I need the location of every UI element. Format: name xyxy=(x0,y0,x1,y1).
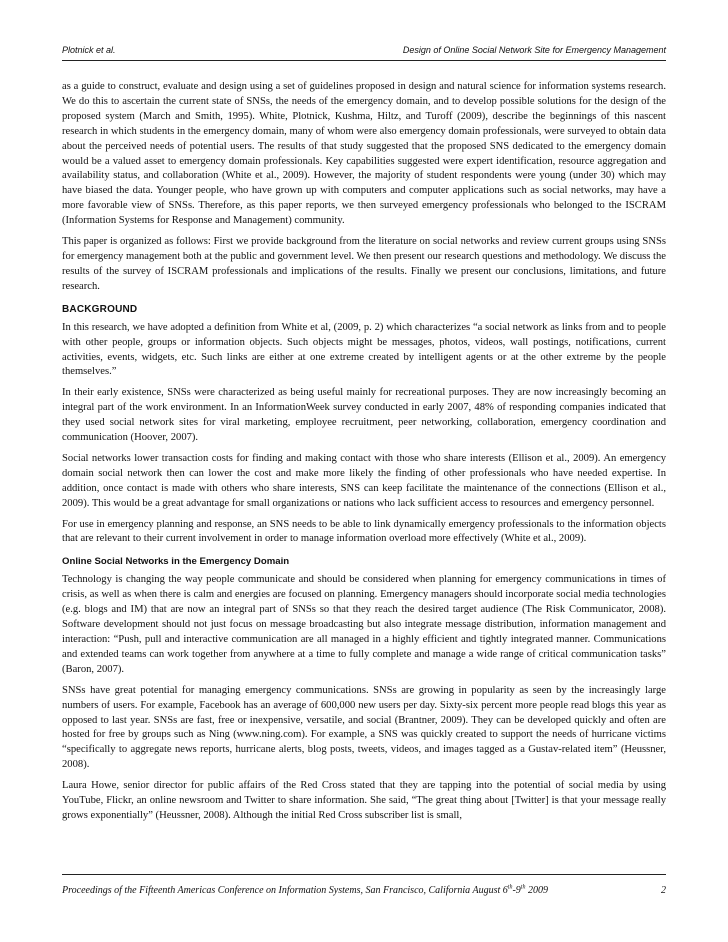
running-footer xyxy=(62,884,666,898)
paragraph-transaction-costs: Social networks lower transaction costs for finding and making contact with those who share interests (Ellison et al., 2009). An emergency domain social network then can lower the cost and make more likely the finding of other professionals who have needed expertise. In addition, once contact is made with others who share interests, SNS can keep facilitate the maintenance of the connections (Ellison et al., 2009). This would be a great advantage for small organizations or nations who lack sufficient access to resources and emergency personnel. xyxy=(62,452,666,509)
header-authors: Plotnick et al. xyxy=(62,45,116,55)
footer-year: 2009 xyxy=(525,885,548,896)
paragraph-technology: Technology is changing the way people communicate and should be considered when planning for emergency communications in times of crisis, as well as when there is calm and energies are focused on planning. Emergency managers should incorporate social media technologies (e.g. blogs and IM) that are now an integral part of SNSs so that they reach the desired target audience (The Risk Communicator, 2008). Software development should not just focus on message broadcasting but also integrate message distribution, information management and interaction: “Push, pull and interactive communication are all managed in a highly efficient and tightly integrated manner. Communications and extended teams can work together from anywhere at a time to fully complete and manage a wide range of critical communication tasks” (Baron, 2007). xyxy=(62,574,666,675)
paragraph-early-existence: In their early existence, SNSs were characterized as being useful mainly for recreational purposes. They are now increasingly becoming an integral part of the work environment. In an InformationWeek survey conducted in early 2007, 48% of responding companies indicated that they used social network sites for viral marketing, employee recruitment, peer networking, collaboration, emergency coordination and communication (Hoover, 2007). xyxy=(62,387,666,444)
footer-sup-th-2: th xyxy=(520,884,526,891)
running-header xyxy=(62,42,666,58)
paragraph-definition: In this research, we have adopted a definition from White et al, (2009, p. 2) which characterizes “a social network as links from and to people with other people, groups or information objects. Such objects might be messages, photos, videos, wall postings, notifications, current activities, events, widgets, etc. Such links are either at one extreme created by intelligent agents or at the other extreme by the people themselves.” xyxy=(62,321,666,378)
paragraph-sns-potential: SNSs have great potential for managing emergency communications. SNSs are growing in popularity as seen by the increasingly large numbers of users. For example, Facebook has an average of 600,000 new users per day. Sixty-six percent more people read blogs this year as opposed to last year. SNSs are fast, free or inexpensive, versatile, and social (Brantner, 2009). They can be developed quickly and often are hosted for free by groups such as Ning (www.ning.com). For example, a SNS was quickly created to support the needs of hurricane victims “specifically to aggregate news reports, hurricane alerts, blog posts, tweets, videos, and images tagged as a Gustav-related item” (Heussner, 2008). xyxy=(62,684,666,771)
body-text xyxy=(62,80,666,830)
footer-proceedings xyxy=(62,884,548,898)
paragraph-emergency-planning: For use in emergency planning and response, an SNS needs to be able to link dynamically emergency professionals to the information objects that are relevant to their current involvement in order to manage information overload more effectively (White et al., 2009). xyxy=(62,518,666,545)
page-number: 2 xyxy=(661,885,666,896)
header-rule xyxy=(62,60,666,61)
paragraph-red-cross: Laura Howe, senior director for public affairs of the Red Cross stated that they are tapping into the potential of social media by using YouTube, Flickr, an online newsroom and Twitter to share information. She said, “The great thing about [Twitter] is that your message really grows exponentially” (Heussner, 2008). Although the initial Red Cross subscriber list is small, xyxy=(62,780,666,821)
footer-rule xyxy=(62,874,666,875)
paragraph-organization: This paper is organized as follows: First we provide background from the literature on social networks and review current groups using SNSs for emergency management both at the public and government level. We then present our research questions and methodology. We discuss the results of the survey of ISCRAM professionals and implications of the results. Finally we present our conclusions, limitations, and future research. xyxy=(62,236,666,292)
footer-date-range: -9 xyxy=(512,885,521,896)
subsection-heading-online-social-networks: Online Social Networks in the Emergency Domain xyxy=(62,556,290,568)
footer-sup-th-1: th xyxy=(507,884,513,891)
section-heading-background: BACKGROUND xyxy=(62,303,138,315)
footer-proceedings-text: Proceedings of the Fifteenth Americas Conference on Information Systems, San Francisco, California August 6 xyxy=(62,885,508,896)
header-title: Design of Online Social Network Site for Emergency Management xyxy=(402,45,666,55)
paragraph-intro-continued: as a guide to construct, evaluate and design using a set of guidelines proposed in design and natural science for information systems research. We do this to ascertain the current state of SNSs, the needs of the emergency domain, and to develop possible solutions for the design of the proposed system (March and Smith, 1995). White, Plotnick, Kushma, Hiltz, and Turoff (2009), describe the beginnings of this nascent research in which students in the emergency domain, many of whom were also emergency domain professionals, were surveyed to obtain data about the perceived needs of potential users. The results of that study suggested that the proposed SNS dedicated to the emergency domain would be a valued asset to emergency domain professionals. Key capabilities suggested were expert identification, resource aggregation and availability status, and collaboration (White et al., 2009). However, the majority of student respondents were young (under 30) which may have biased the data. Younger people, who have grown up with computers and computer applications such as social networks, may have a more favorable view of SNSs. Therefore, as this paper reports, we then surveyed emergency professionals who belonged to the ISCRAM (Information Systems for Response and Management) community. xyxy=(62,81,666,227)
